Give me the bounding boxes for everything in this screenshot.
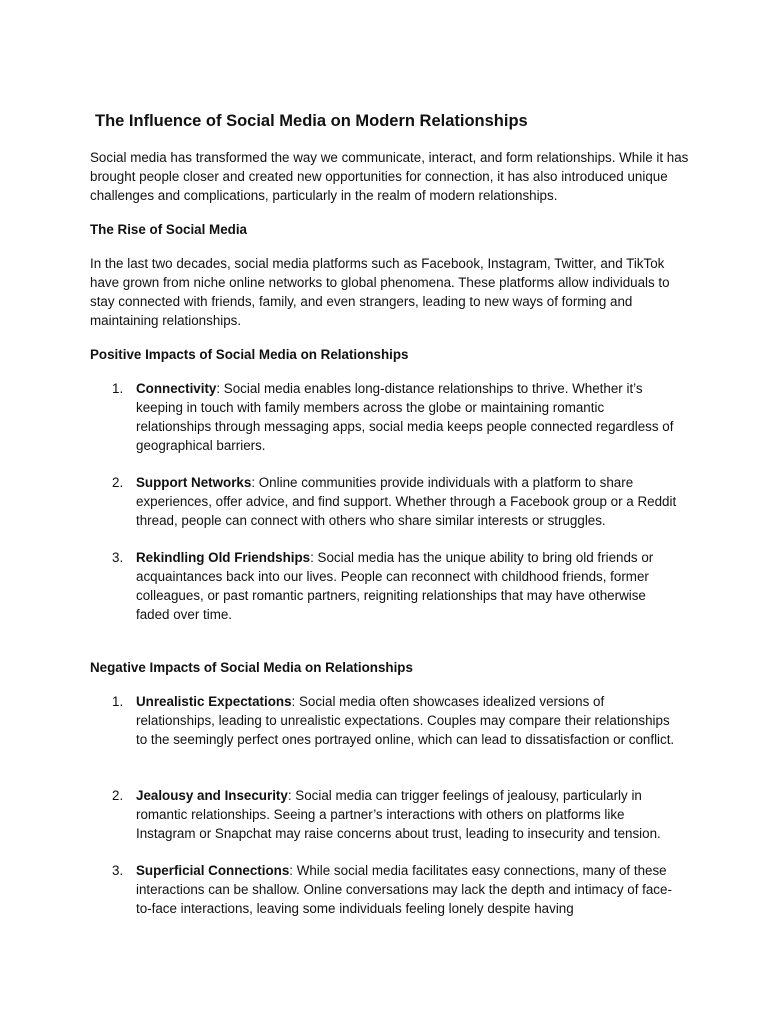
list-item-text: : While social media facilitates easy connections, many of these interactions can be shallow. Online conversations may lack the depth and intimacy of face-to-face interactions, leaving some individuals feeling lonely despite having [136, 863, 672, 916]
list-item-body [136, 548, 682, 624]
document-title: The Influence of Social Media on Modern Relationships [95, 112, 528, 130]
list-item-term: Superficial Connections [136, 863, 290, 878]
list-number: 2. [112, 475, 124, 490]
list-number: 1. [112, 381, 124, 396]
list-number: 2. [112, 788, 124, 803]
rise-paragraph: In the last two decades, social media platforms such as Facebook, Instagram, Twitter, and TikTok have grown from niche online networks to global phenomena. These platforms allow individuals to stay connected with friends, family, and even strangers, leading to new ways of forming and maintaining relationships. [90, 256, 670, 328]
list-item-body [136, 379, 682, 455]
list-item-text: : Social media often showcases idealized versions of relationships, leading to unrealistic expectations. Couples may compare their relationships to the seemingly perfect ones portrayed online, which can lead to dissatisfaction or conflict. [136, 694, 675, 747]
list-item-term: Jealousy and Insecurity [136, 788, 288, 803]
rise-heading: The Rise of Social Media [90, 222, 248, 237]
list-item-text: : Social media can trigger feelings of jealousy, particularly in romantic relationships. Seeing a partner’s interactions with others on platforms like Instagram or Snapchat may raise concerns about trust, leading to insecurity and tension. [136, 788, 661, 841]
list-item-term: Rekindling Old Friendships [136, 550, 311, 565]
negative-heading: Negative Impacts of Social Media on Relationships [90, 660, 413, 675]
intro-paragraph: Social media has transformed the way we communicate, interact, and form relationships. While it has brought people closer and created new opportunities for connection, it has also introduced unique challenges and complications, particularly in the realm of modern relationships. [90, 150, 689, 203]
list-item-body [136, 692, 682, 749]
positive-heading: Positive Impacts of Social Media on Relationships [90, 347, 409, 362]
list-number: 3. [112, 550, 124, 565]
list-item-text: : Social media enables long-distance relationships to thrive. Whether it’s keeping in touch with family members across the globe or maintaining romantic relationships through messaging apps, social media keeps people connected regardless of geographical barriers. [136, 381, 674, 453]
list-item-term: Support Networks [136, 475, 252, 490]
list-item-text: : Online communities provide individuals with a platform to share experiences, offer advice, and find support. Whether through a Facebook group or a Reddit thread, people can connect with others who share similar interests or struggles. [136, 475, 677, 528]
list-item-term: Unrealistic Expectations [136, 694, 292, 709]
list-item-body [136, 861, 682, 918]
list-item-text: : Social media has the unique ability to bring old friends or acquaintances back into our lives. People can reconnect with childhood friends, former colleagues, or past romantic partners, reigniting relationships that may have otherwise faded over time. [136, 550, 654, 622]
list-item-body [136, 473, 682, 530]
list-number: 3. [112, 863, 124, 878]
list-item-term: Connectivity [136, 381, 217, 396]
list-item-body [136, 786, 682, 843]
list-number: 1. [112, 694, 124, 709]
